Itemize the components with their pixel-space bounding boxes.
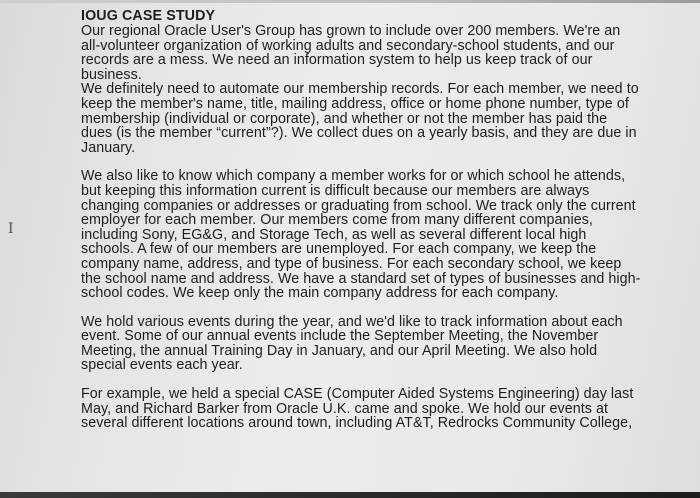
page-bottom-edge	[0, 492, 700, 498]
paragraph-gap	[81, 301, 641, 315]
paragraph-gap	[81, 373, 641, 387]
paragraph-gap	[81, 155, 641, 169]
paragraph-events: We hold various events during the year, and we'd like to track information about each event. Some of our annual events include the September Meeting, the November Meeting, the annual Training Day in January, and our April Meeting. We also hold special events each year.	[81, 313, 623, 374]
text-cursor-icon: I	[8, 221, 14, 237]
case-study-text	[81, 8, 641, 431]
paragraph-membership: We definitely need to automate our membership records. For each member, we need to keep the member's name, title, mailing address, office or home phone number, type of membership (individual or corporate), and whether or not the member has paid the dues (is the member “current”?). We collect dues on a yearly basis, and they are due in January.	[81, 81, 639, 156]
page-top-edge	[0, 0, 700, 3]
document-title: IOUG CASE STUDY	[81, 8, 216, 24]
paragraph-example: For example, we held a special CASE (Computer Aided Systems Engineering) day last May, and Richard Barker from Oracle U.K. came and spoke. We hold our events at several different locations around town, including AT&T, Redrocks Community College,	[81, 386, 634, 432]
paragraph-company: We also like to know which company a member works for or which school he attends, but keeping this information current is difficult because our members are always changing companies or addresses or graduating from school. We track only the current employer for each member. Our members come from many different companies, including Sony, EG&G, and Storage Tech, as well as several different local high schools. A few of our members are unemployed. For each company, we keep the company name, address, and type of business. For each secondary school, we keep the school name and address. We have a standard set of types of businesses and high-school codes. We keep only the main company address for each company.	[81, 168, 641, 302]
paragraph-intro: Our regional Oracle User's Group has grown to include over 200 members. We're an all-volunteer organization of working adults and secondary-school students, and our records are a mess. We need an information system to help us keep track of our business.	[81, 23, 621, 83]
